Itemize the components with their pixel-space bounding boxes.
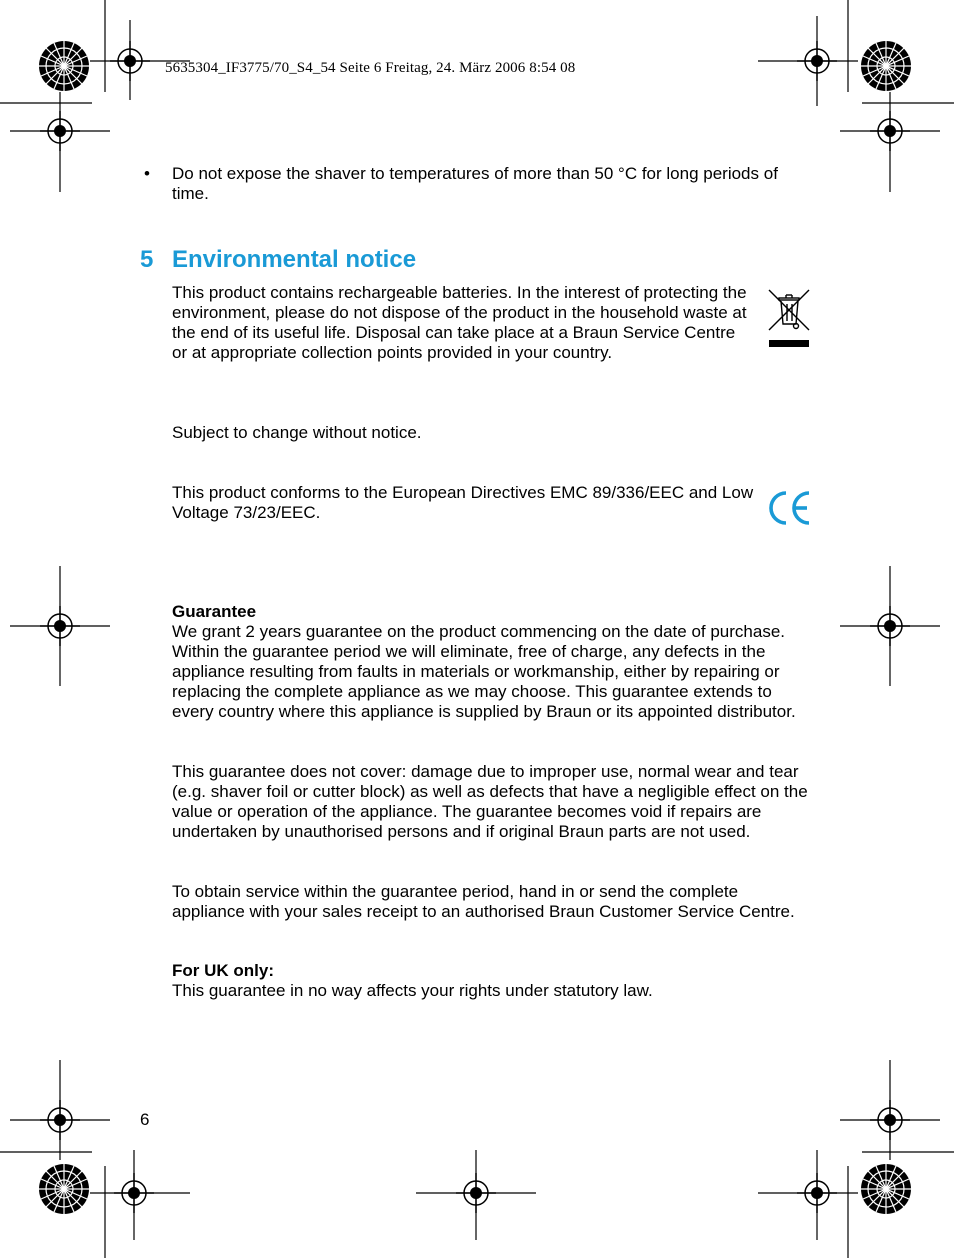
guarantee-paragraph-3: To obtain service within the guarantee period, hand in or send the complete appliance with your sales receipt to an authorised Braun Customer Service Centre. — [172, 882, 795, 921]
section-title: Environmental notice — [172, 246, 417, 273]
bullet-text: Do not expose the shaver to temperatures of more than 50 °C for long periods of time. — [172, 164, 778, 203]
ce-mark-icon — [764, 488, 814, 528]
uk-only-title: For UK only: — [172, 961, 274, 980]
uk-only-text: This guarantee in no way affects your rights under statutory law. — [172, 981, 653, 1000]
section-heading — [140, 246, 416, 274]
guarantee-paragraph-2: This guarantee does not cover: damage due to improper use, normal wear and tear (e.g. shaver foil or cutter block) as well as defects that have a negligible effect on the value or operation of the appliance. The guarantee becomes void if repairs are undertaken by unauthorised persons and if original Braun parts are not used. — [172, 762, 808, 841]
crossed-out-wheelie-bin-icon — [765, 286, 813, 350]
guarantee-title: Guarantee — [172, 602, 257, 621]
page-number: 6 — [140, 1110, 150, 1129]
bullet-symbol: • — [144, 164, 150, 183]
section-number: 5 — [140, 246, 154, 273]
change-notice: Subject to change without notice. — [172, 423, 422, 442]
guarantee-paragraph-1: We grant 2 years guarantee on the product commencing on the date of purchase. Within the guarantee period we will eliminate, free of charge, any defects in the appliance resulting from faults in materials or workmanship, either by repairing or replacing the complete appliance as we may choose. This guarantee extends to every country where this appliance is supplied by Braun or its appointed distributor. — [172, 622, 796, 721]
environment-paragraph: This product contains rechargeable batteries. In the interest of protecting the environment, please do not dispose of the product in the household waste at the end of its useful life. Disposal can take place at a Braun Service Centre or at appropriate collection points provided in your country. — [172, 283, 747, 362]
print-slug: 5635304_IF3775/70_S4_54 Seite 6 Freitag, 24. März 2006 8:54 08 — [165, 60, 576, 76]
conformity-text: This product conforms to the European Directives EMC 89/336/EEC and Low Voltage 73/23/EEC. — [172, 483, 754, 522]
